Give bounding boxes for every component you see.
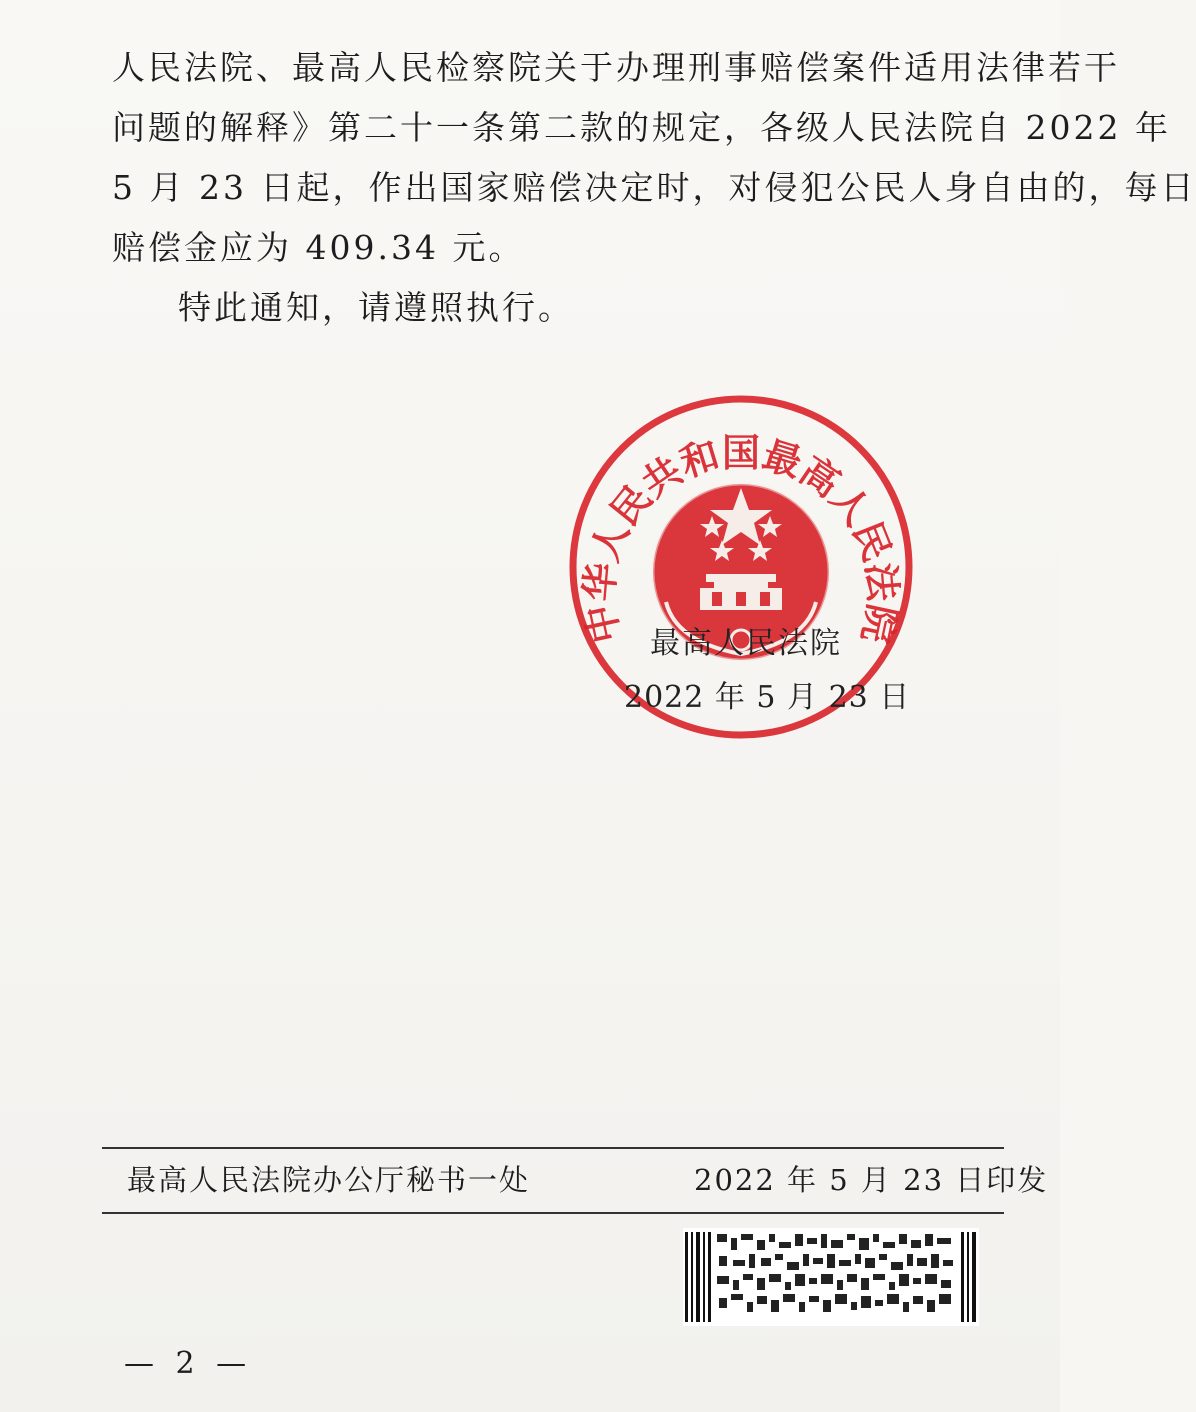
body-text [112, 38, 1196, 338]
body-line: 问题的解释》第二十一条第二款的规定，各级人民法院自 2022 年 [112, 108, 1171, 147]
footer-issuer: 最高人民法院办公厅秘书一处 [127, 1163, 531, 1197]
footer-issue-date: 2022 年 5 月 23 日印发 [694, 1163, 1049, 1197]
body-line: 人民法院、最高人民检察院关于办理刑事赔偿案件适用法律若干 [112, 48, 1120, 87]
footer-divider-bottom [102, 1212, 1004, 1214]
barcode-icon [683, 1228, 979, 1326]
signature-date: 2022 年 5 月 23 日 [624, 680, 911, 715]
closing-line: 特此通知，请遵照执行。 [178, 288, 574, 327]
body-line: 赔偿金应为 409.34 元。 [112, 228, 525, 267]
body-line: 5 月 23 日起，作出国家赔偿决定时，对侵犯公民人身自由的，每日 [112, 168, 1196, 207]
signature-issuer: 最高人民法院 [650, 626, 842, 661]
footer-divider-top [102, 1147, 1004, 1149]
seal-text: 中华人民共和国最高人民法院 [575, 429, 907, 648]
page-number: — 2 — [124, 1346, 253, 1381]
